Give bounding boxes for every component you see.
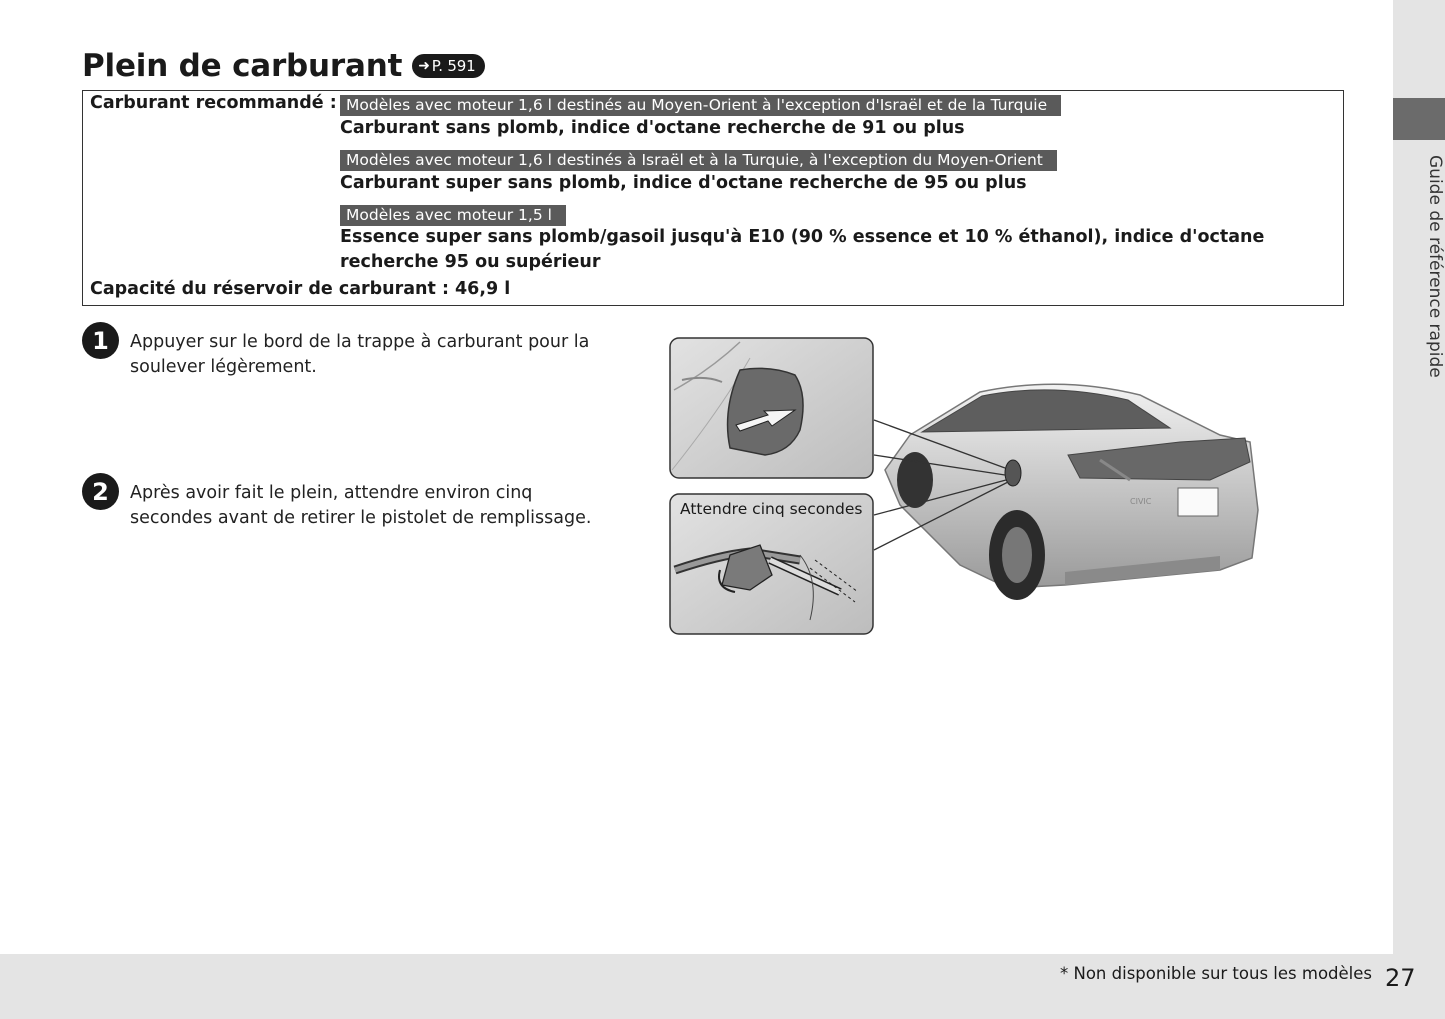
fuel-door-closeup-panel — [670, 338, 873, 478]
step-2-text: Après avoir fait le plein, attendre environ cinq secondes avant de retirer le pistolet de remplissage. — [130, 483, 592, 528]
tank-capacity-value: 46,9 l — [454, 279, 511, 299]
sidebar-section-marker — [1393, 98, 1445, 140]
car-badge: CIVIC — [1130, 497, 1152, 506]
step-number-1: 1 — [82, 322, 119, 359]
page-reference-link[interactable] — [412, 54, 485, 78]
tank-capacity-label: Capacité du réservoir de carburant : — [90, 279, 449, 299]
page-number: 27 — [1385, 964, 1416, 992]
fuel-requirement: Essence super sans plomb/gasoil jusqu'à E10 (90 % essence et 10 % éthanol), indice d'octane recherche 95 ou supérieur — [340, 227, 1265, 272]
wait-caption: Attendre cinq secondes — [680, 500, 863, 518]
page-reference-label: P. 591 — [431, 57, 476, 75]
page-title-text: Plein de carburant — [82, 48, 403, 84]
wait-five-seconds-panel — [670, 494, 873, 634]
fuel-requirement: Carburant sans plomb, indice d'octane recherche de 91 ou plus — [340, 118, 965, 138]
car-rear-view — [885, 384, 1258, 600]
fuel-requirement: Carburant super sans plomb, indice d'octane recherche de 95 ou plus — [340, 173, 1027, 193]
model-tag: Modèles avec moteur 1,6 l destinés au Moyen-Orient à l'exception d'Israël et de la Turquie — [340, 95, 1061, 116]
footnote: * Non disponible sur tous les modèles — [1060, 964, 1373, 983]
page-title — [82, 48, 485, 84]
step-number-2: 2 — [82, 473, 119, 510]
fuel-spec-box — [82, 90, 1344, 306]
model-tag: Modèles avec moteur 1,5 l — [340, 205, 566, 226]
tank-capacity — [90, 279, 516, 299]
step-1-text: Appuyer sur le bord de la trappe à carburant pour la soulever légèrement. — [130, 332, 590, 377]
sidebar-section-title: Guide de référence rapide — [1425, 154, 1445, 378]
recommended-fuel-label: Carburant recommandé : — [90, 93, 337, 113]
model-tag: Modèles avec moteur 1,6 l destinés à Israël et à la Turquie, à l'exception du Moyen-Orient — [340, 150, 1057, 171]
arrow-right-icon: ➜ — [418, 58, 430, 74]
fuel-door-illustration — [660, 330, 1270, 640]
